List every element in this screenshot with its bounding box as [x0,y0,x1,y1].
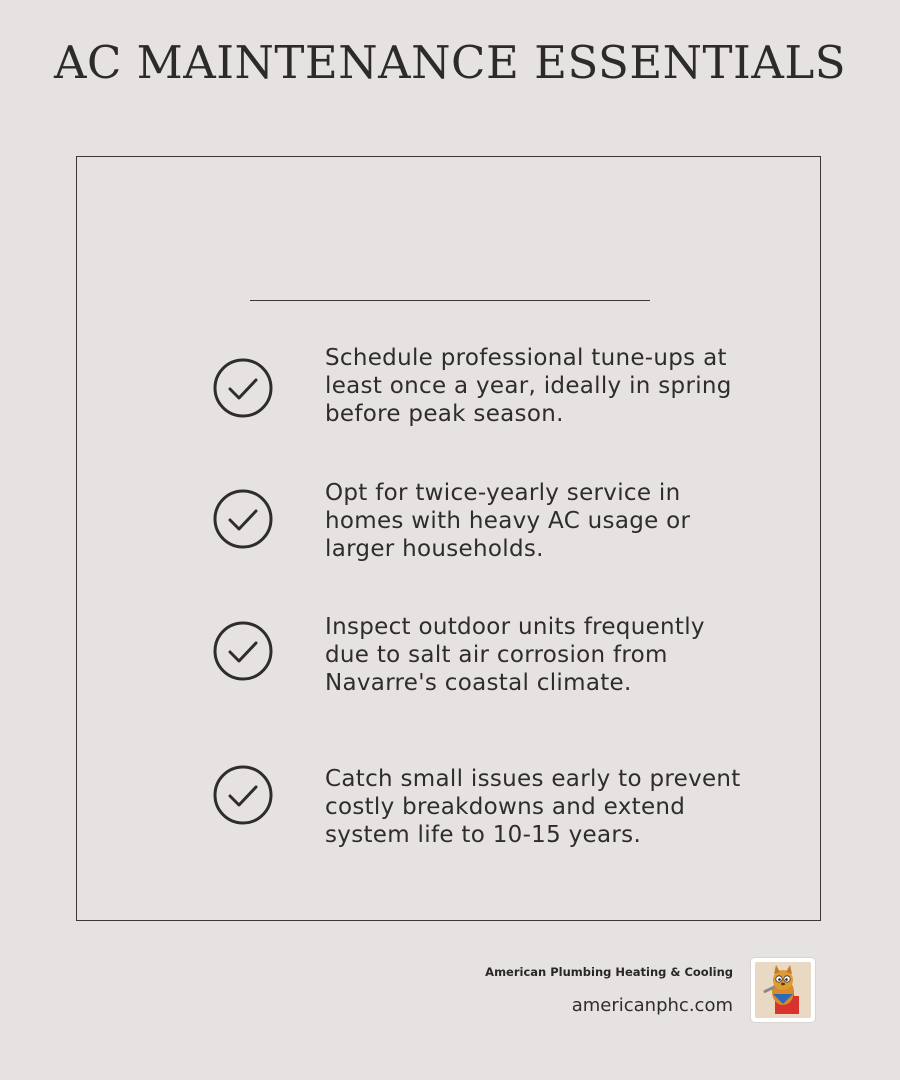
page-title: AC MAINTENANCE ESSENTIALS [53,36,847,89]
check-circle-icon [212,488,274,550]
item-text-1: Schedule professional tune-ups at least once a year, ideally in spring before peak season. [325,345,732,427]
check-circle-icon [212,764,274,826]
item-text-4: Catch small issues early to prevent costly breakdowns and extend system life to 10-15 years. [325,766,741,848]
company-name: American Plumbing Heating & Cooling [485,965,733,979]
mascot-icon [755,962,811,1018]
divider-line [250,300,650,301]
check-circle-icon [212,357,274,419]
item-text-3: Inspect outdoor units frequently due to salt air corrosion from Navarre's coastal climate. [325,614,705,696]
company-url[interactable]: americanphc.com [571,995,733,1016]
check-circle-icon [212,620,274,682]
item-text-2: Opt for twice-yearly service in homes with heavy AC usage or larger households. [325,480,691,562]
mascot-logo [751,958,815,1022]
